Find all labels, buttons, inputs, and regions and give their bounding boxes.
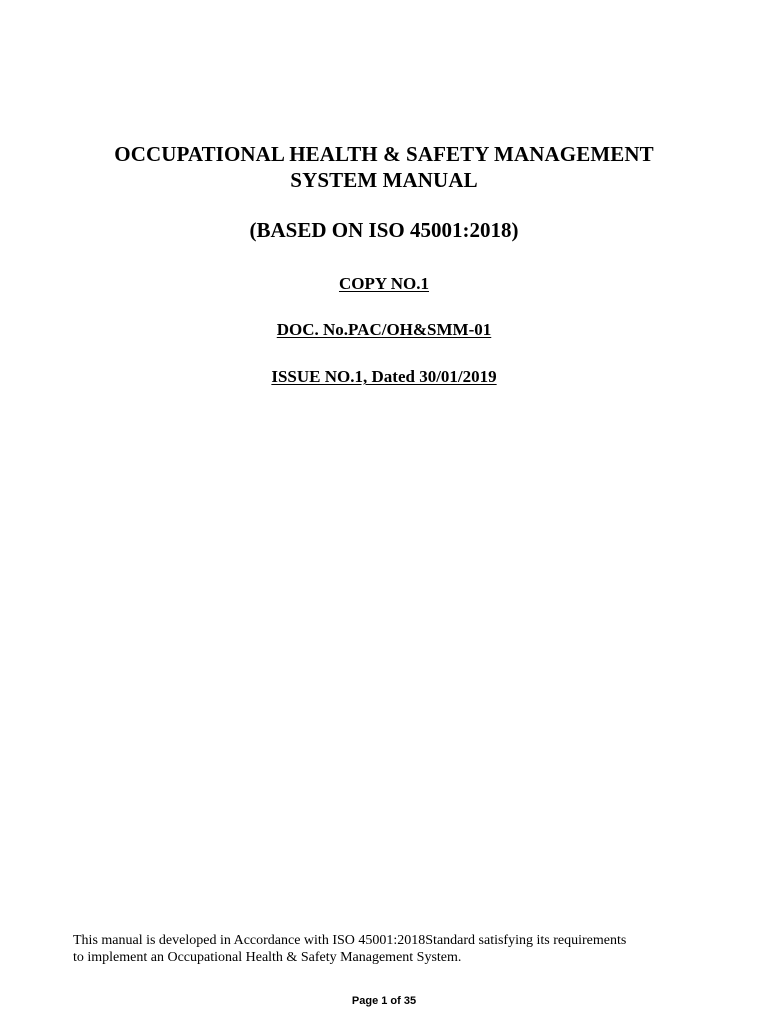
issue-number [0, 366, 768, 388]
title-line-1: OCCUPATIONAL HEALTH & SAFETY MANAGEMENT [114, 142, 654, 166]
copy-number-text: COPY NO.1 [338, 274, 430, 293]
title-line-2: SYSTEM MANUAL [290, 168, 478, 192]
issue-number-text: ISSUE NO.1, Dated 30/01/2019 [271, 367, 497, 386]
document-title [0, 141, 768, 193]
footnote-line-1: This manual is developed in Accordance with ISO 45001:2018Standard satisfying its requirements [73, 933, 627, 948]
page-number: Page 1 of 35 [351, 995, 417, 1007]
document-number [0, 319, 768, 341]
standard-reference: (BASED ON ISO 45001:2018) [249, 218, 519, 242]
manual-footnote [73, 932, 713, 966]
document-number-text: DOC. No.PAC/OH&SMM-01 [276, 320, 492, 339]
copy-number [0, 273, 768, 295]
footnote-line-2: to implement an Occupational Health & Safety Management System. [73, 950, 462, 965]
